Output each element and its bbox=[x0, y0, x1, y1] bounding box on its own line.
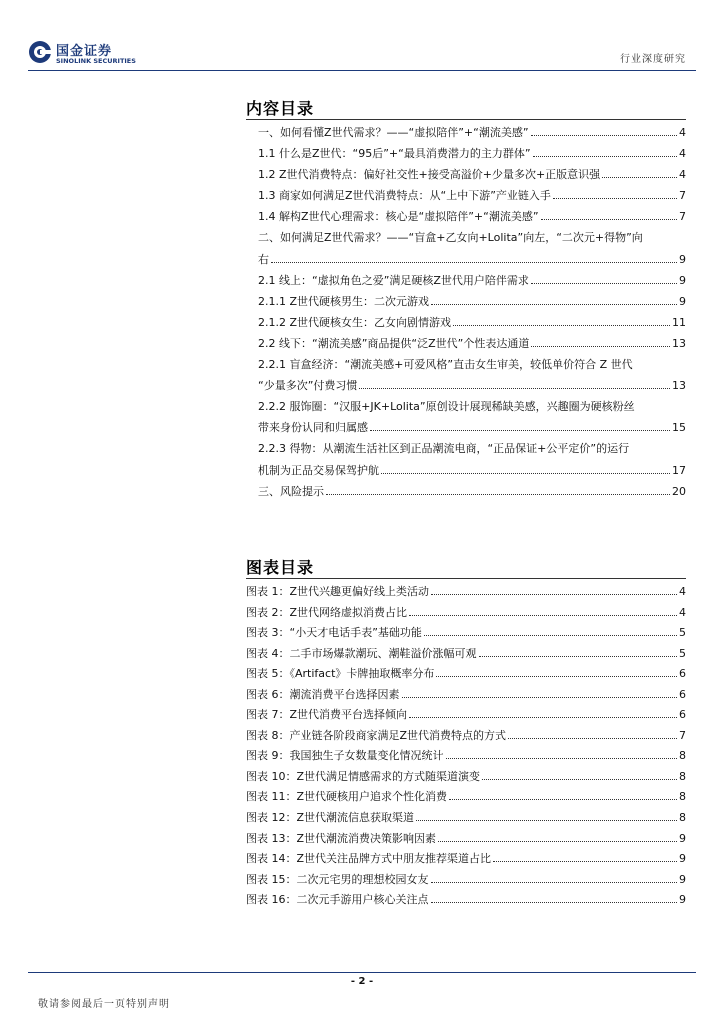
toc-entry-text-cont: “少量多次”付费习惯 bbox=[258, 379, 358, 393]
toc-entry[interactable] bbox=[258, 122, 686, 143]
toc-entry-text-cont: 右 bbox=[258, 252, 269, 266]
figure-entry[interactable] bbox=[246, 685, 686, 706]
toc-entry[interactable] bbox=[258, 481, 686, 502]
leader-dots bbox=[553, 198, 677, 199]
figure-entry-text: 图表 2：Z世代网络虚拟消费占比 bbox=[246, 605, 408, 619]
leader-dots bbox=[409, 717, 677, 718]
leader-dots bbox=[431, 882, 678, 883]
toc-page-number: 11 bbox=[672, 315, 686, 329]
figure-entry-text: 图表 4：二手市场爆款潮玩、潮鞋溢价涨幅可观 bbox=[246, 646, 477, 660]
leader-dots bbox=[409, 615, 677, 616]
leader-dots bbox=[326, 494, 670, 495]
figure-entry[interactable] bbox=[246, 726, 686, 747]
page-number: - 2 - bbox=[350, 976, 374, 987]
figure-entry-text: 图表 10：Z世代满足情感需求的方式随渠道演变 bbox=[246, 769, 481, 783]
header-divider bbox=[28, 70, 696, 71]
figure-entry-text: 图表 6：潮流消费平台选择因素 bbox=[246, 687, 400, 701]
leader-dots bbox=[359, 388, 670, 389]
leader-dots bbox=[381, 473, 670, 474]
toc-entry-text: 一、如何看懂Z世代需求？——“虚拟陪伴”+“潮流美感” bbox=[258, 126, 529, 139]
toc-entry-text-cont: 带来身份认同和归属感 bbox=[258, 421, 368, 435]
figure-entry[interactable] bbox=[246, 849, 686, 870]
toc-entry[interactable] bbox=[258, 164, 686, 185]
toc-entry-text: 2.1.1 Z世代硬核男生：二次元游戏 bbox=[258, 294, 430, 308]
figure-entry[interactable] bbox=[246, 664, 686, 685]
figure-page-number: 4 bbox=[679, 585, 686, 598]
company-logo bbox=[28, 40, 138, 68]
leader-dots bbox=[436, 676, 677, 677]
toc-entry[interactable] bbox=[258, 333, 686, 354]
page-header bbox=[0, 0, 724, 75]
figure-entry-text: 图表 1：Z世代兴趣更偏好线上类活动 bbox=[246, 585, 430, 598]
toc-entry-text: 1.3 商家如何满足Z世代消费特点：从“上中下游”产业链入手 bbox=[258, 189, 551, 203]
leader-dots bbox=[508, 738, 677, 739]
leader-dots bbox=[446, 758, 678, 759]
footer-divider bbox=[28, 972, 696, 973]
figure-page-number: 5 bbox=[679, 626, 686, 640]
figure-page-number: 4 bbox=[679, 605, 686, 619]
lof-title-rule bbox=[246, 578, 686, 579]
toc-entry[interactable] bbox=[258, 143, 686, 164]
figure-entry[interactable] bbox=[246, 787, 686, 808]
figure-page-number: 9 bbox=[679, 893, 686, 907]
toc-entry-text: 1.4 解构Z世代心理需求：核心是“虚拟陪伴”+“潮流美感” bbox=[258, 210, 539, 224]
figure-entry-text: 图表 8：产业链各阶段商家满足Z世代消费特点的方式 bbox=[246, 728, 507, 742]
list-of-figures bbox=[246, 582, 686, 911]
logo-chinese-name: 国金证券 bbox=[56, 44, 113, 59]
figure-entry[interactable] bbox=[246, 644, 686, 665]
figure-entry[interactable] bbox=[246, 746, 686, 767]
logo-english-name: SINOLINK SECURITIES bbox=[56, 57, 136, 65]
figure-entry-text: 图表 15：二次元宅男的理想校园女友 bbox=[246, 872, 429, 886]
figure-page-number: 6 bbox=[679, 687, 686, 701]
leader-dots bbox=[531, 346, 670, 347]
figure-entry[interactable] bbox=[246, 890, 686, 911]
toc-page-number: 13 bbox=[672, 379, 686, 393]
toc-entry-text-cont: 机制为正品交易保驾护航 bbox=[258, 463, 379, 477]
figure-page-number: 8 bbox=[679, 790, 686, 804]
toc-entry-text: 二、如何满足Z世代需求？——“盲盒+乙女向+Lolita”向左，“二次元+得物”向 bbox=[258, 231, 643, 245]
figure-entry[interactable] bbox=[246, 808, 686, 829]
figure-entry-text: 图表 11：Z世代硬核用户追求个性化消费 bbox=[246, 790, 448, 804]
figure-entry-text: 图表 9：我国独生子女数量变化情况统计 bbox=[246, 749, 444, 763]
leader-dots bbox=[370, 430, 670, 431]
toc-page-number: 9 bbox=[679, 294, 686, 308]
figure-page-number: 9 bbox=[679, 852, 686, 866]
figure-entry-text: 图表 16：二次元手游用户核心关注点 bbox=[246, 893, 429, 907]
toc-page-number: 9 bbox=[679, 273, 686, 287]
leader-dots bbox=[271, 262, 677, 263]
toc-entry-text: 2.1 线上：“虚拟角色之爱”满足硬核Z世代用户陪伴需求 bbox=[258, 273, 529, 287]
leader-dots bbox=[531, 283, 677, 284]
figure-entry-text: 图表 5：《Artifact》卡牌抽取概率分布 bbox=[246, 667, 435, 681]
toc-entry-text: 2.1.2 Z世代硬核女生：乙女向剧情游戏 bbox=[258, 315, 452, 329]
figure-entry[interactable] bbox=[246, 582, 686, 603]
table-of-contents bbox=[258, 122, 686, 502]
toc-entry[interactable] bbox=[258, 396, 686, 438]
leader-dots bbox=[531, 135, 677, 136]
toc-entry-text: 1.1 什么是Z世代：“95后”+“最具消费潜力的主力群体” bbox=[258, 147, 531, 161]
toc-entry[interactable] bbox=[258, 270, 686, 291]
figure-entry-text: 图表 3：“小天才电话手表”基础功能 bbox=[246, 626, 422, 640]
toc-entry[interactable] bbox=[258, 438, 686, 480]
toc-page-number: 4 bbox=[679, 168, 686, 182]
toc-entry[interactable] bbox=[258, 185, 686, 206]
figure-entry[interactable] bbox=[246, 603, 686, 624]
toc-entry-text: 1.2 Z世代消费特点：偏好社交性+接受高溢价+少量多次+正版意识强 bbox=[258, 168, 601, 182]
figure-entry-text: 图表 13：Z世代潮流消费决策影响因素 bbox=[246, 831, 437, 845]
figure-page-number: 6 bbox=[679, 708, 686, 722]
toc-entry[interactable] bbox=[258, 206, 686, 227]
leader-dots bbox=[438, 841, 677, 842]
figure-page-number: 7 bbox=[679, 728, 686, 742]
leader-dots bbox=[493, 861, 677, 862]
leader-dots bbox=[431, 594, 677, 595]
leader-dots bbox=[479, 656, 678, 657]
toc-page-number: 13 bbox=[672, 336, 686, 350]
toc-page-number: 15 bbox=[672, 421, 686, 435]
figure-entry-text: 图表 7：Z世代消费平台选择倾向 bbox=[246, 708, 408, 722]
figure-entry[interactable] bbox=[246, 623, 686, 644]
leader-dots bbox=[402, 697, 678, 698]
logo-mark-icon bbox=[28, 40, 52, 64]
figure-entry-text: 图表 14：Z世代关注品牌方式中朋友推荐渠道占比 bbox=[246, 852, 492, 866]
leader-dots bbox=[453, 325, 670, 326]
figure-page-number: 8 bbox=[679, 769, 686, 783]
figure-entry[interactable] bbox=[246, 705, 686, 726]
toc-entry-text: 2.2.2 服饰圈：“汉服+JK+Lolita”原创设计展现稀缺美感，兴趣圈为硬核粉丝 bbox=[258, 400, 635, 414]
disclaimer-text: 敬请参阅最后一页特别声明 bbox=[38, 999, 170, 1010]
leader-dots bbox=[416, 820, 677, 821]
toc-entry-text: 2.2.3 得物：从潮流生活社区到正品潮流电商，“正品保证+公平定价”的运行 bbox=[258, 442, 630, 456]
leader-dots bbox=[482, 779, 677, 780]
toc-page-number: 9 bbox=[679, 252, 686, 266]
leader-dots bbox=[431, 304, 677, 305]
leader-dots bbox=[449, 799, 677, 800]
leader-dots bbox=[602, 177, 677, 178]
lof-title: 图表目录 bbox=[246, 558, 315, 577]
figure-page-number: 8 bbox=[679, 811, 686, 825]
figure-page-number: 9 bbox=[679, 872, 686, 886]
leader-dots bbox=[431, 902, 678, 903]
figure-entry-text: 图表 12：Z世代潮流信息获取渠道 bbox=[246, 811, 415, 825]
toc-page-number: 7 bbox=[679, 210, 686, 224]
figure-page-number: 9 bbox=[679, 831, 686, 845]
toc-page-number: 7 bbox=[679, 189, 686, 203]
figure-entry[interactable] bbox=[246, 829, 686, 850]
toc-page-number: 4 bbox=[679, 147, 686, 161]
figure-page-number: 8 bbox=[679, 749, 686, 763]
figure-entry[interactable] bbox=[246, 767, 686, 788]
toc-entry-text: 2.2.1 盲盒经济：“潮流美感+可爱风格”直击女生审美，较低单价符合 Z 世代 bbox=[258, 358, 633, 372]
toc-entry[interactable] bbox=[258, 354, 686, 396]
figure-page-number: 6 bbox=[679, 667, 686, 681]
leader-dots bbox=[424, 635, 677, 636]
toc-entry-text: 三、风险提示 bbox=[258, 484, 324, 498]
leader-dots bbox=[533, 156, 677, 157]
toc-entry[interactable] bbox=[258, 227, 686, 269]
leader-dots bbox=[541, 219, 677, 220]
toc-entry-text: 2.2 线下：“潮流美感”商品提供“泛Z世代”个性表达通道 bbox=[258, 336, 530, 350]
toc-title-rule bbox=[246, 119, 686, 120]
figure-entry[interactable] bbox=[246, 870, 686, 891]
toc-page-number: 4 bbox=[679, 126, 686, 139]
document-type: 行业深度研究 bbox=[620, 54, 686, 65]
figure-page-number: 5 bbox=[679, 646, 686, 660]
toc-entry[interactable] bbox=[258, 312, 686, 333]
toc-page-number: 20 bbox=[672, 484, 686, 498]
toc-page-number: 17 bbox=[672, 463, 686, 477]
toc-entry[interactable] bbox=[258, 291, 686, 312]
toc-title: 内容目录 bbox=[246, 99, 315, 118]
